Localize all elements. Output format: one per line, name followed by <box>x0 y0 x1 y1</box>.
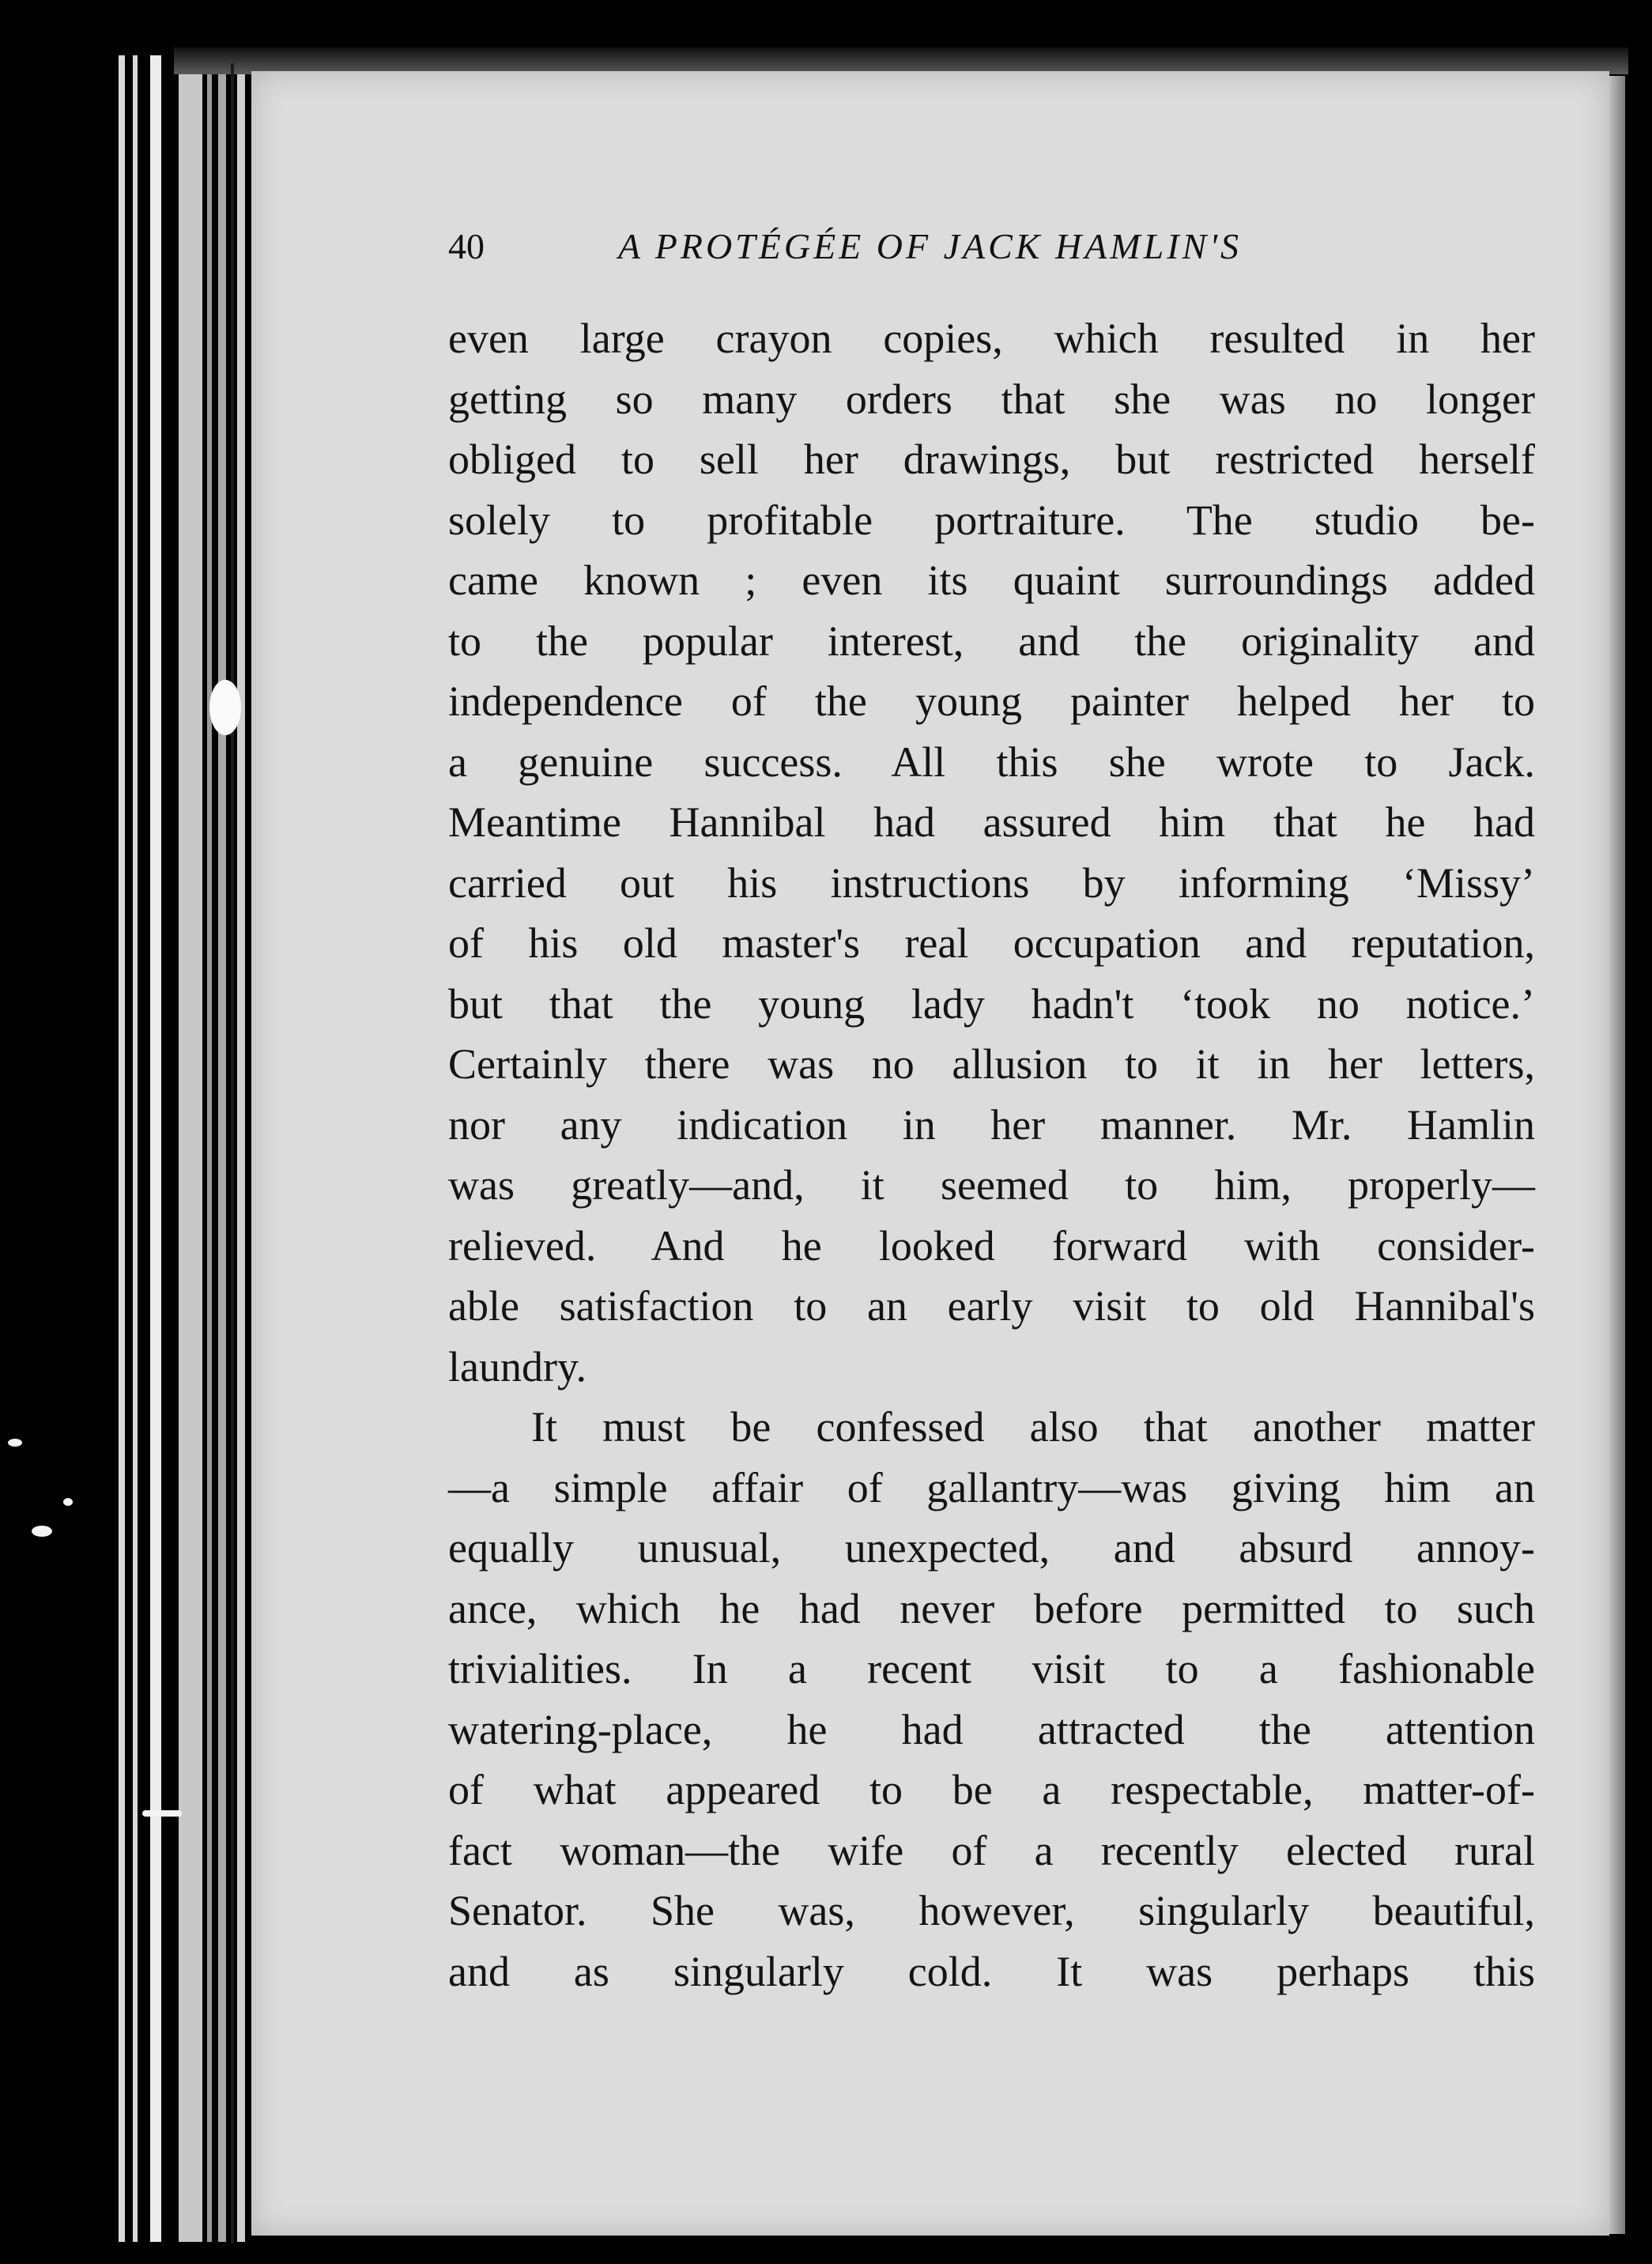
text-line: a genuine success. All this she wrote to Jack. <box>448 738 1535 786</box>
scan-speck <box>209 680 241 735</box>
page-edge <box>119 55 125 2242</box>
text-line: laundry. <box>448 1342 586 1390</box>
page-number: 40 <box>448 226 485 266</box>
page-right-edge <box>1609 76 1625 2234</box>
text-line: able satisfaction to an early visit to old Hannibal's <box>448 1282 1535 1330</box>
scan-speck <box>142 1810 182 1817</box>
body-text <box>448 308 1535 2002</box>
page-edge <box>179 55 202 2242</box>
text-line: of his old master's real occupation and reputation, <box>448 919 1535 967</box>
text-line: solely to profitable portraiture. The studio be- <box>448 496 1535 544</box>
page-edge <box>150 55 161 2242</box>
text-line: but that the young lady hadn't ‘took no notice.’ <box>448 979 1535 1028</box>
scan-speck <box>32 1526 52 1537</box>
page-header <box>448 223 1547 270</box>
text-line: Meantime Hannibal had assured him that he had <box>448 798 1535 846</box>
scan-speck <box>63 1498 73 1506</box>
running-title: A PROTÉGÉE OF JACK HAMLIN'S <box>618 226 1243 266</box>
page-edge <box>237 55 245 2242</box>
text-line: ance, which he had never before permitted to such <box>448 1584 1535 1632</box>
text-line: was greatly—and, it seemed to him, properly— <box>448 1161 1535 1209</box>
text-line: relieved. And he looked forward with consider- <box>448 1221 1535 1270</box>
text-line: Certainly there was no allusion to it in her letters, <box>448 1040 1535 1088</box>
text-line: getting so many orders that she was no longer <box>448 375 1535 423</box>
text-line: carried out his instructions by informing ‘Missy’ <box>448 858 1535 907</box>
text-line: even large crayon copies, which resulted in her <box>448 315 1535 362</box>
top-shadow <box>174 47 1628 74</box>
text-line: fact woman—the wife of a recently elected rural <box>448 1826 1535 1874</box>
page-edge <box>218 55 226 2242</box>
text-line: —a simple affair of gallantry—was giving him an <box>448 1463 1535 1511</box>
text-line: obliged to sell her drawings, but restricted herself <box>448 436 1535 483</box>
text-line: and as singularly cold. It was perhaps this <box>448 1947 1535 1995</box>
text-line: of what appeared to be a respectable, matter-of- <box>448 1766 1535 1813</box>
page-edge <box>133 55 138 2242</box>
text-line: nor any indication in her manner. Mr. Hamlin <box>448 1100 1535 1149</box>
text-line: trivialities. In a recent visit to a fashionable <box>448 1645 1535 1692</box>
page-border <box>231 63 234 2243</box>
page-edge <box>207 55 212 2242</box>
text-line: came known ; even its quaint surroundings added <box>448 557 1535 604</box>
text-line: Senator. She was, however, singularly beautiful, <box>448 1887 1535 1934</box>
scan-speck <box>8 1439 22 1447</box>
text-line: independence of the young painter helped her to <box>448 677 1535 725</box>
text-line: equally unusual, unexpected, and absurd annoy- <box>448 1524 1535 1572</box>
text-line: to the popular interest, and the originality and <box>448 617 1535 665</box>
text-line: It must be confessed also that another matter <box>531 1403 1535 1451</box>
text-line: watering-place, he had attracted the attention <box>448 1705 1535 1753</box>
